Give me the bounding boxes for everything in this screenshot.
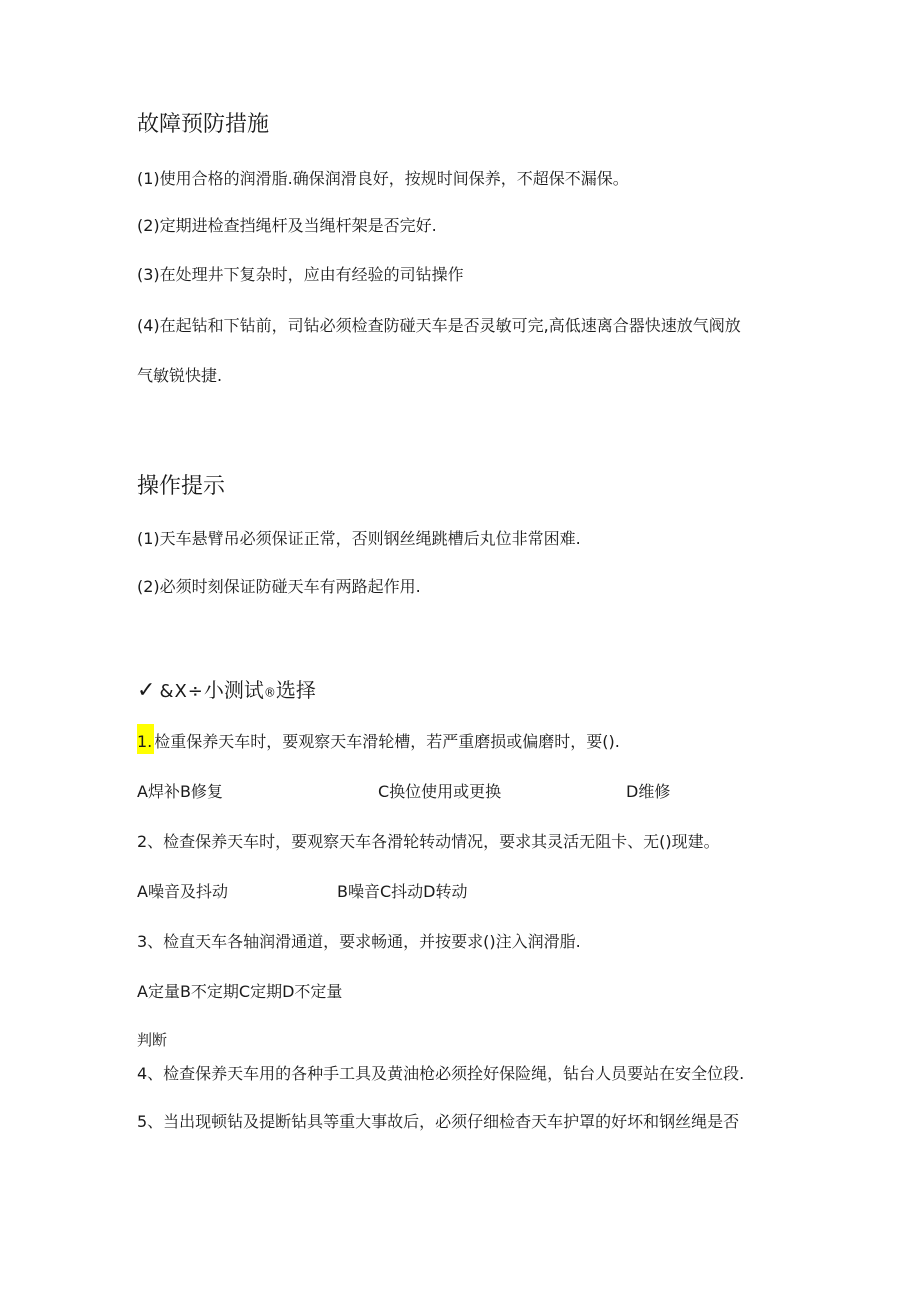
tip-item-1: (1)天车悬臂吊必须保证正常，否则钢丝绳跳槽后丸位非常困难. xyxy=(137,529,581,548)
section-heading-operation-tips: 操作提示 xyxy=(137,474,226,499)
quiz-title-a: 小测试 xyxy=(203,678,264,702)
q3-options: A定量B不定期C定期D不定量 xyxy=(137,982,343,1001)
q1-option-ab: A焊补B修复 xyxy=(137,782,223,801)
question-2: 2、检查保养天车时，要观察天车各滑轮转动情况，要求其灵活无阻卡、无()现建。 xyxy=(137,832,720,851)
question-1 xyxy=(137,734,620,754)
q1-option-d: D维修 xyxy=(626,782,671,801)
prevention-item-1: (1)使用合格的润滑脂.确保润滑良好，按规时间保养，不超保不漏保。 xyxy=(137,169,629,188)
tip-item-2: (2)必须时刻保证防碰天车有两路起作用. xyxy=(137,577,421,596)
question-1-text: 检重保养天车时，要观察天车滑轮槽，若严重磨损或偏磨时，要(). xyxy=(154,732,620,751)
prevention-item-3: (3)在处理井下复杂时，应由有经验的司钻操作 xyxy=(137,265,464,284)
q2-option-bcd: B噪音C抖动D转动 xyxy=(337,882,468,901)
registered-mark: ® xyxy=(263,685,276,700)
section-heading-fault-prevention: 故障预防措施 xyxy=(137,112,270,137)
prevention-item-4: (4)在起钻和下钻前，司钻必须检查防碰天车是否灵敏可完,高低速离合器快速放气阀放 xyxy=(137,316,741,335)
quiz-title-b: 选择 xyxy=(275,678,316,702)
question-1-number-highlight: 1. xyxy=(137,724,154,754)
question-4: 4、检查保养天车用的各种手工具及黄油枪必须拴好保险绳，钻台人员要站在安全位段. xyxy=(137,1064,745,1083)
q2-option-a: A噪音及抖动 xyxy=(137,882,228,901)
question-5: 5、当出现顿钻及提断钻具等重大事故后，必须仔细检杳天车护罩的好坏和钢丝绳是否 xyxy=(137,1112,740,1131)
q1-option-c: C换位使用或更换 xyxy=(378,782,502,801)
checkmark-icon: ✓ xyxy=(137,678,156,703)
judge-label: 判断 xyxy=(137,1031,168,1049)
quiz-symbols: &X÷ xyxy=(159,681,204,702)
quiz-title xyxy=(137,680,316,702)
question-3: 3、检直天车各轴润滑通道，要求畅通，并按要求()注入润滑脂. xyxy=(137,932,581,951)
prevention-item-2: (2)定期进检查挡绳杆及当绳杆架是否完好. xyxy=(137,216,437,235)
prevention-item-4-continued: 气敏锐快捷. xyxy=(137,366,223,385)
